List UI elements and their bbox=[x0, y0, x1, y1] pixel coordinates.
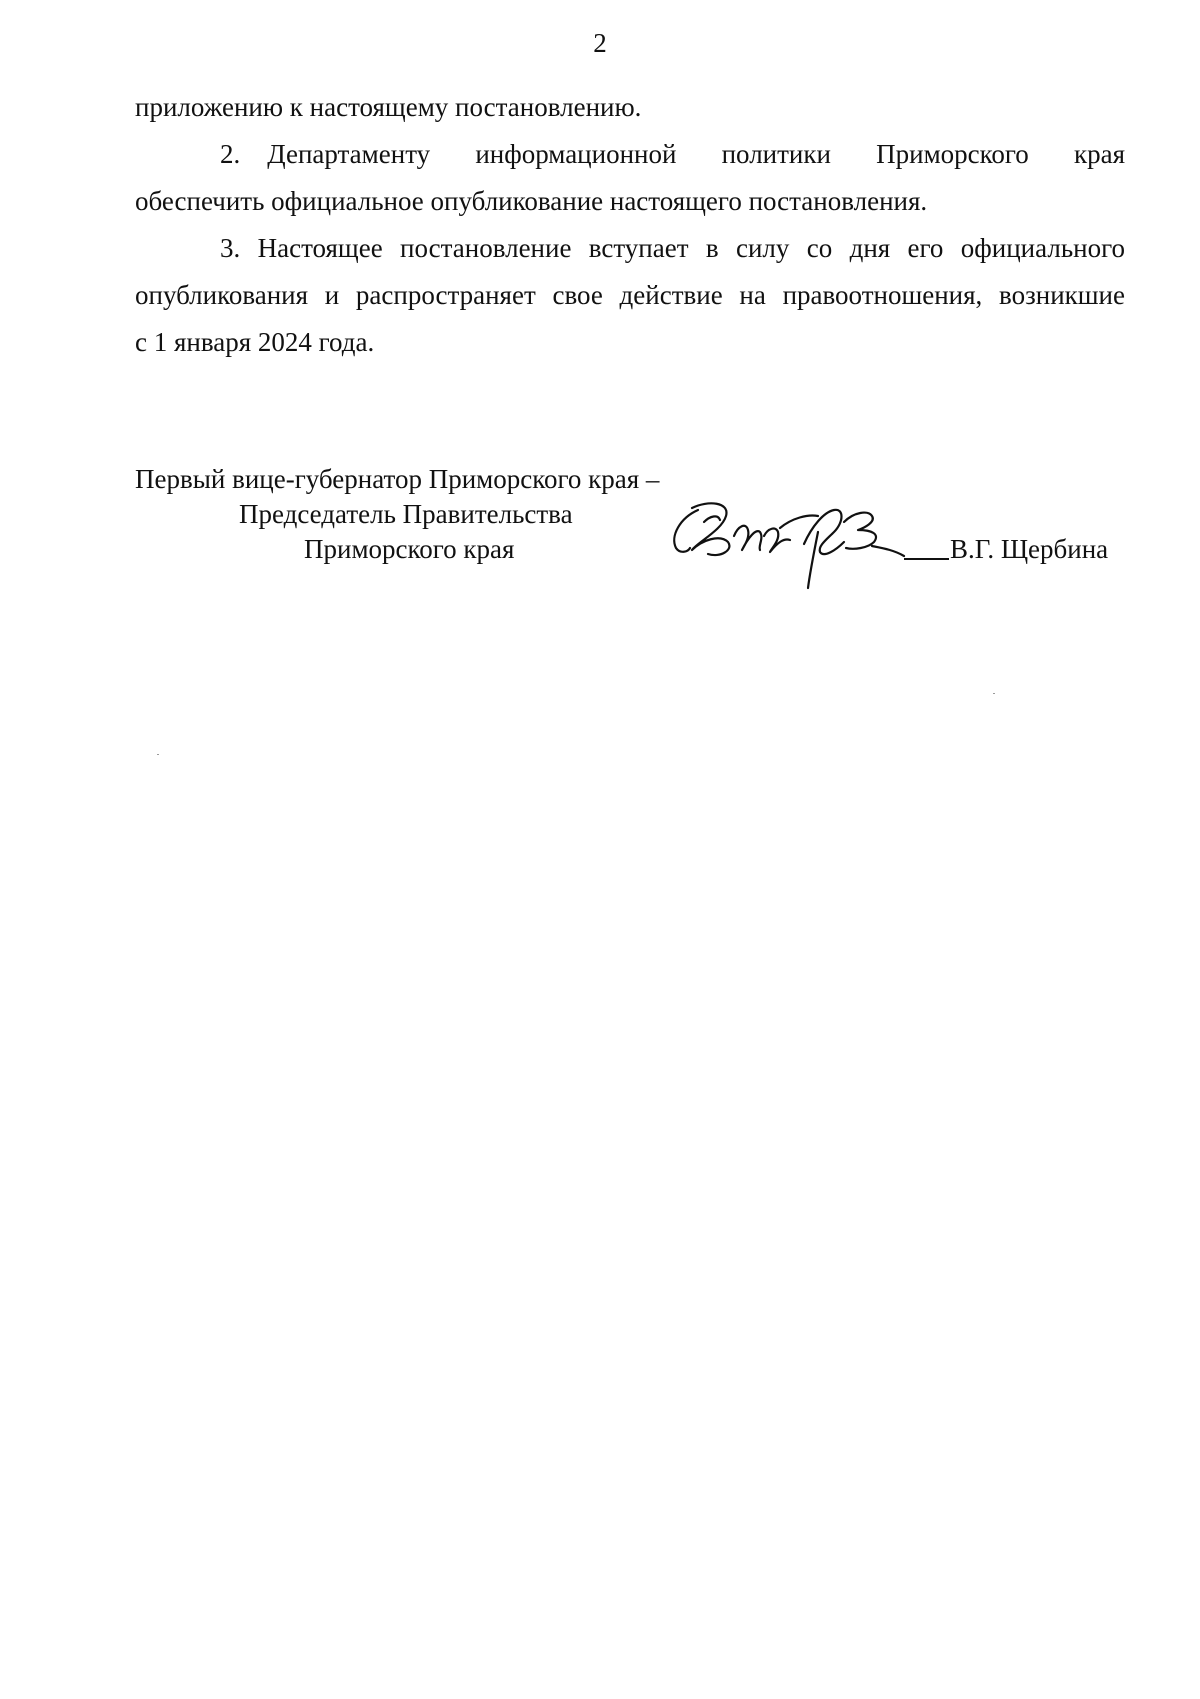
signer-position-line-3: Приморского края bbox=[304, 534, 515, 564]
paragraph-3-line-1: 3. Настоящее постановление вступает в силу со дня его официального bbox=[220, 233, 1125, 263]
paragraph-2-line-2: обеспечить официальное опубликование настоящего постановления. bbox=[135, 186, 928, 216]
paragraph-2-line-1: 2. Департаменту информационной политики Приморского края bbox=[220, 139, 1125, 169]
scan-speck bbox=[157, 754, 159, 755]
signature-underline bbox=[904, 558, 949, 560]
paragraph-3-line-3: с 1 января 2024 года. bbox=[135, 327, 375, 357]
signer-position-line-2: Председатель Правительства bbox=[239, 499, 573, 529]
paragraph-1-line-1: приложению к настоящему постановлению. bbox=[135, 92, 642, 122]
paragraph-3-line-2: опубликования и распространяет свое действие на правоотношения, возникшие bbox=[135, 280, 1125, 310]
scan-speck bbox=[993, 693, 995, 694]
handwritten-signature bbox=[668, 492, 928, 592]
signer-position-line-1: Первый вице-губернатор Приморского края – bbox=[135, 464, 660, 494]
page-number: 2 bbox=[593, 28, 607, 58]
document-body bbox=[135, 84, 1125, 366]
signer-name: В.Г. Щербина bbox=[950, 534, 1109, 564]
